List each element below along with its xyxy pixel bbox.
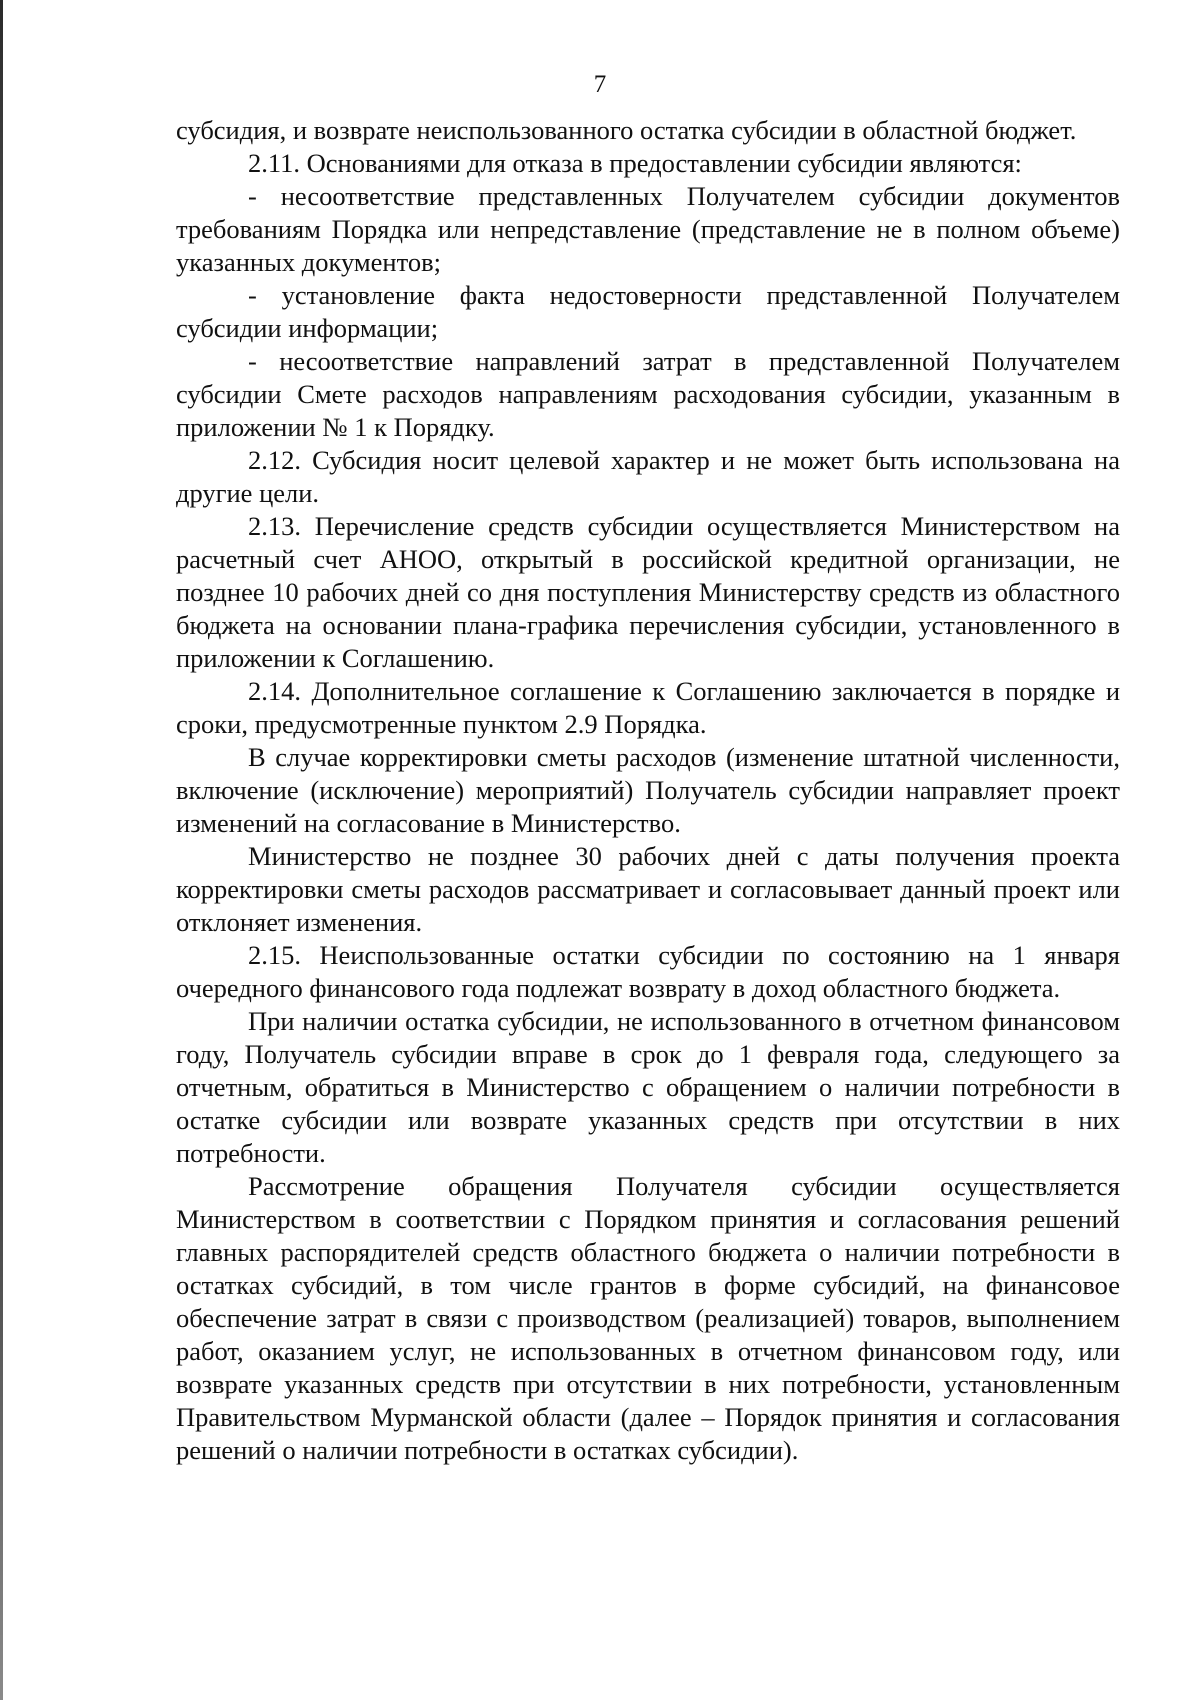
list-item-documents-mismatch: - несоответствие представленных Получателем субсидии документов требованиям Порядка или непредставление (представление не в полном объеме) указанных документов;	[176, 181, 1120, 277]
paragraph-appeal-review: Рассмотрение обращения Получателя субсидии осуществляется Министерством в соответствии с Порядком принятия и согласования решений главных распорядителей средств областного бюджета о наличии потребности в остатках субсидий, в том числе грантов в форме субсидий, на финансовое обеспечение затрат в связи с производством (реализацией) товаров, выполнением работ, оказанием услуг, не использованных в отчетном финансовом году, или возврате указанных средств при отсутствии в них потребности, установленным Правительством Мурманской области (далее – Порядок принятия и согласования решений о наличии потребности в остатках субсидии).	[176, 1171, 1120, 1465]
paragraph-2-14: 2.14. Дополнительное соглашение к Соглашению заключается в порядке и сроки, предусмотренные пунктом 2.9 Порядка.	[176, 676, 1120, 739]
paragraph-ministry-review: Министерство не позднее 30 рабочих дней с даты получения проекта корректировки сметы расходов рассматривает и согласовывает данный проект или отклоняет изменения.	[176, 841, 1120, 937]
paragraph-estimate-correction: В случае корректировки сметы расходов (изменение штатной численности, включение (исключение) мероприятий) Получатель субсидии направляет проект изменений на согласование в Министерство.	[176, 742, 1120, 838]
paragraph-remaining-balance: При наличии остатка субсидии, не использованного в отчетном финансовом году, Получатель субсидии вправе в срок до 1 февраля года, следующего за отчетным, обратиться в Министерство с обращением о наличии потребности в остатке субсидии или возврате указанных средств при отсутствии в них потребности.	[176, 1006, 1120, 1168]
page-number: 7	[593, 71, 607, 98]
paragraph-2-12: 2.12. Субсидия носит целевой характер и не может быть использована на другие цели.	[176, 445, 1120, 508]
paragraph-2-11: 2.11. Основаниями для отказа в предоставлении субсидии являются:	[248, 148, 1022, 178]
list-item-estimate-mismatch: - несоответствие направлений затрат в представленной Получателем субсидии Смете расходов направлениям расходования субсидии, указанным в приложении № 1 к Порядку.	[176, 346, 1120, 442]
scan-edge-shadow	[0, 0, 3, 1700]
document-body	[176, 114, 1120, 1467]
list-item-false-information: - установление факта недостоверности представленной Получателем субсидии информации;	[176, 280, 1120, 343]
paragraph-2-15: 2.15. Неиспользованные остатки субсидии по состоянию на 1 января очередного финансового года подлежат возврату в доход областного бюджета.	[176, 940, 1120, 1003]
paragraph-continuation: субсидия, и возврате неиспользованного остатка субсидии в областной бюджет.	[176, 115, 1077, 145]
paragraph-2-13: 2.13. Перечисление средств субсидии осуществляется Министерством на расчетный счет АНОО, открытый в российской кредитной организации, не позднее 10 рабочих дней со дня поступления Министерству средств из областного бюджета на основании плана-графика перечисления субсидии, установленного в приложении к Соглашению.	[176, 511, 1120, 673]
